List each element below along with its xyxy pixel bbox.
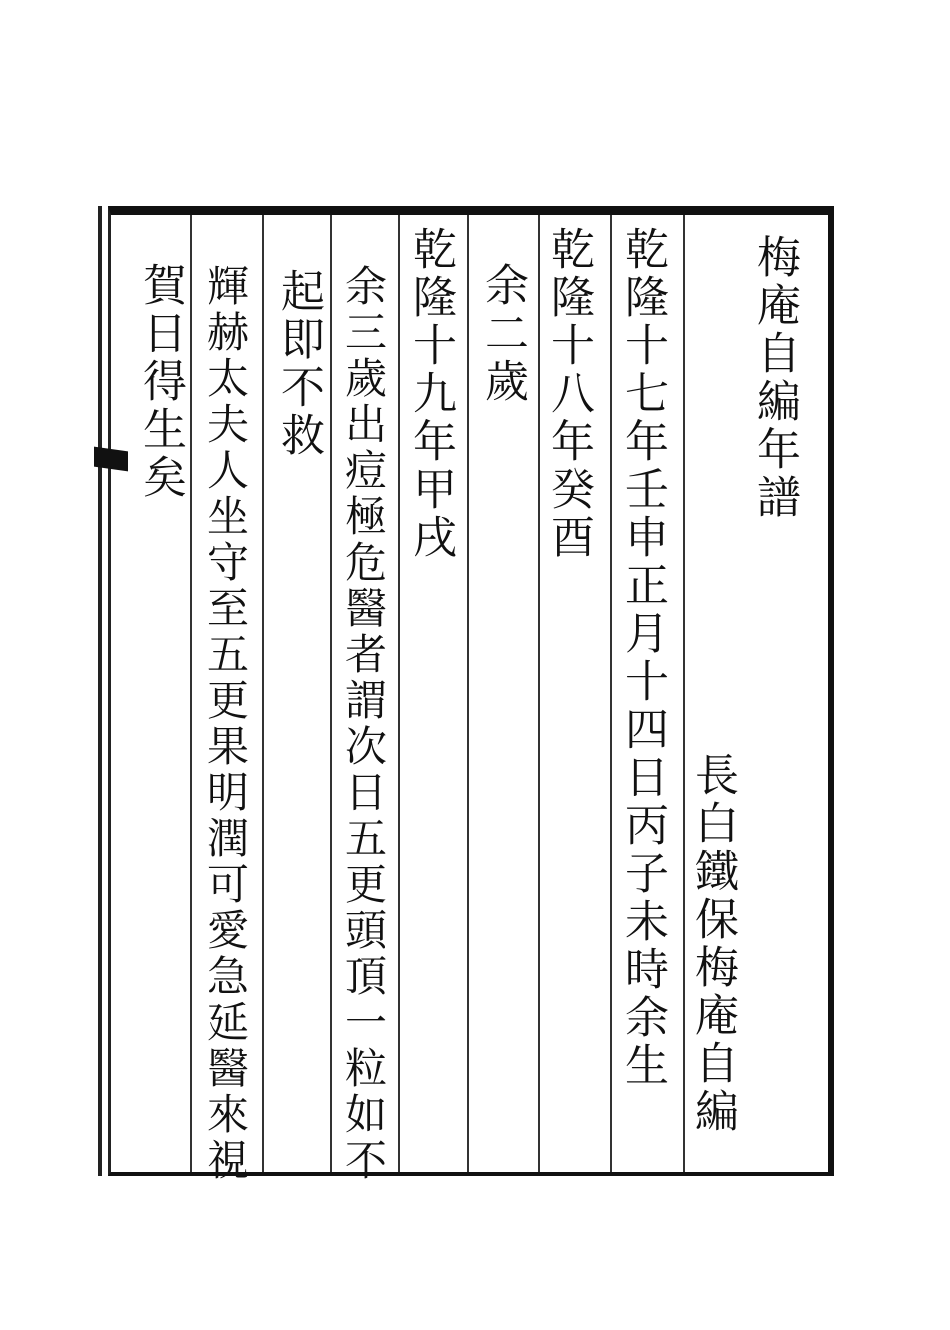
column-divider (398, 215, 400, 1172)
text-column-5: 余三歲出痘極危醫者謂次日五更頭頂一粒如不 (339, 264, 388, 1184)
column-divider (538, 215, 540, 1172)
text-column-1: 乾隆十七年壬申正月十四日丙子未時余生 (617, 226, 668, 1090)
column-divider (683, 215, 685, 1172)
text-column-6: 起即不救 (273, 268, 324, 460)
column-divider (467, 215, 469, 1172)
column-divider (262, 215, 264, 1172)
text-column-8: 賀日得生矣 (135, 262, 186, 502)
column-divider (190, 215, 192, 1172)
document-title: 梅庵自編年譜 (749, 234, 800, 522)
outer-border-rule (98, 206, 102, 1176)
text-column-4: 乾隆十九年甲戌 (405, 226, 456, 562)
text-column-7: 輝赫太夫人坐守至五更果明潤可愛急延醫來視 (201, 264, 250, 1184)
text-column-3: 余二歲 (477, 262, 528, 406)
text-column-2: 乾隆十八年癸酉 (543, 226, 594, 562)
author-line: 長白鐵保梅庵自編 (687, 752, 738, 1136)
column-divider (330, 215, 332, 1172)
column-divider (610, 215, 612, 1172)
